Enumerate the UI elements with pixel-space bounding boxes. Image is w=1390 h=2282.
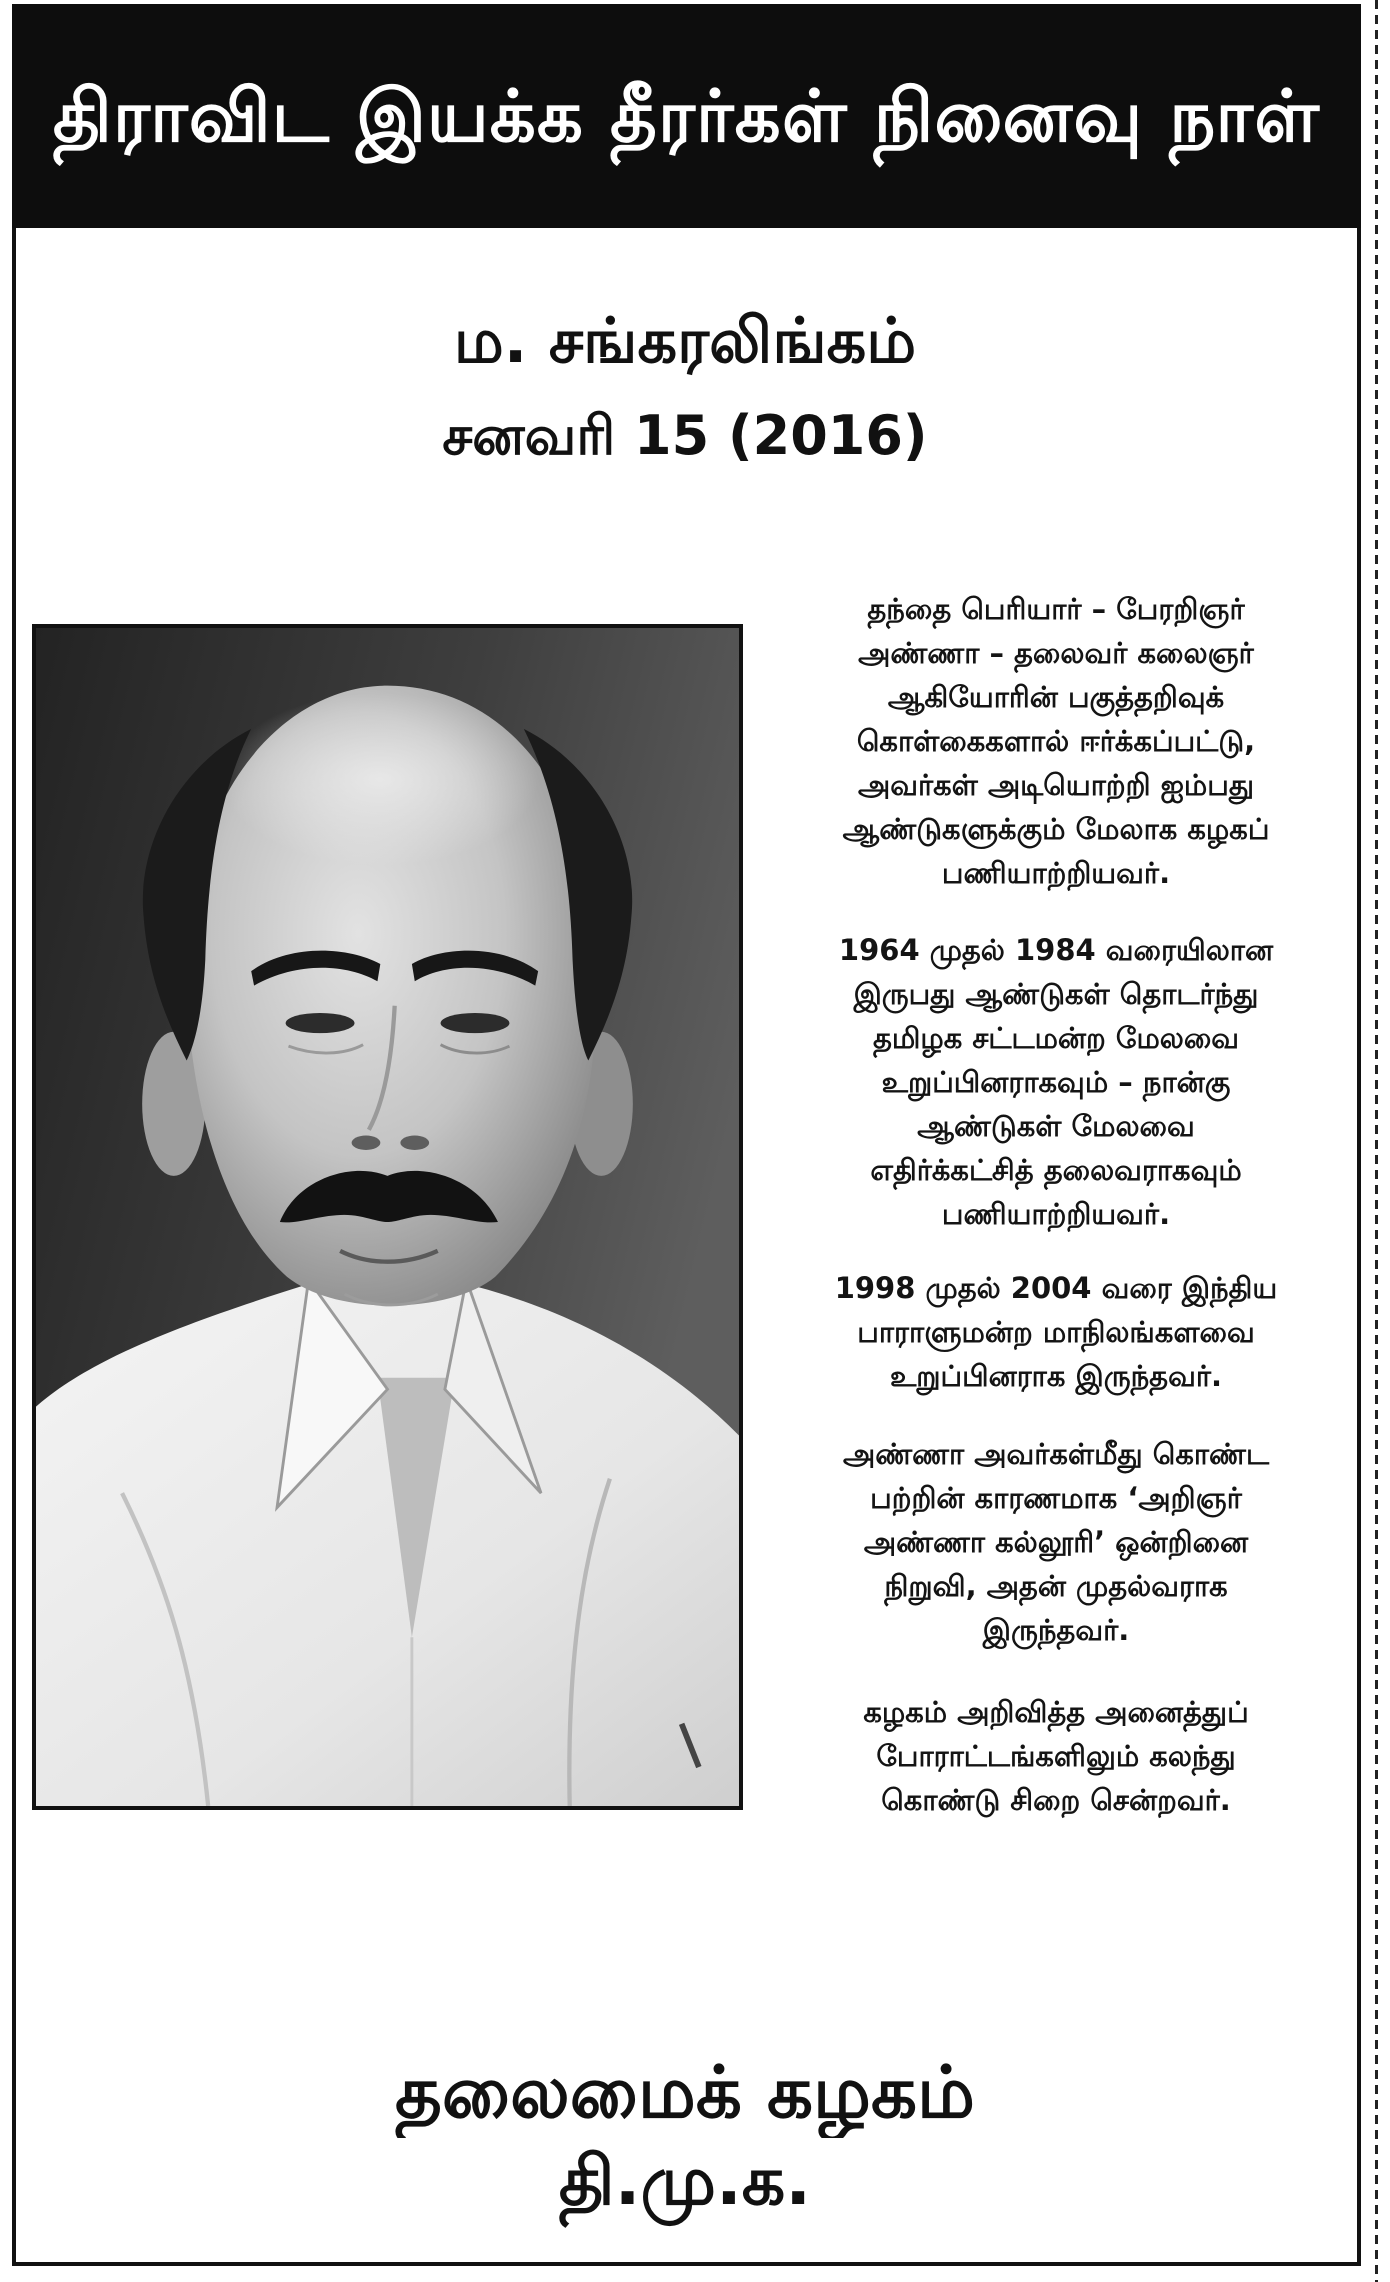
bio-line: உறுப்பினராக இருந்தவர்.: [890, 1359, 1222, 1393]
bio-line: கழகம் அறிவித்த அனைத்துப்: [863, 1695, 1249, 1729]
bio-line: பணியாற்றியவர்.: [941, 1197, 1171, 1231]
portrait-shirt: [36, 1280, 739, 1806]
bio-line: ஆகியோரின் பகுத்தறிவுக்: [887, 680, 1225, 714]
bio-line: பற்றின் காரணமாக ‘அறிஞர்: [870, 1481, 1242, 1515]
bio-line: எதிர்க்கட்சித் தலைவராகவும்: [870, 1153, 1242, 1187]
bio-line: உறுப்பினராகவும் – நான்கு: [881, 1065, 1231, 1099]
bio-line: ஆண்டுகள் மேலவை: [917, 1109, 1195, 1143]
bio-line: பாராளுமன்ற மாநிலங்களவை: [857, 1315, 1255, 1349]
header-banner: [12, 4, 1361, 228]
portrait-bald-highlight: [223, 693, 539, 866]
footer-organization: தலைமைக் கழகம்: [395, 2050, 975, 2134]
bio-line: 1998 முதல் 2004 வரை இந்திய: [834, 1271, 1278, 1305]
bio-line: போராட்டங்களிலும் கலந்து: [876, 1739, 1236, 1773]
bio-paragraph-4: [784, 1432, 1328, 1652]
footer-party-name: தி.மு.க.: [558, 2142, 812, 2221]
bio-paragraph-5: [784, 1690, 1328, 1822]
header-title: திராவிட இயக்க தீரர்கள் நினைவு நாள்: [52, 74, 1321, 158]
bio-line: 1964 முதல் 1984 வரையிலான: [838, 933, 1274, 967]
memorial-date: சனவரி 15 (2016): [442, 404, 928, 467]
bio-line: இருந்தவர்.: [982, 1613, 1130, 1647]
bio-line: அவர்கள் அடியொற்றி ஐம்பது: [858, 768, 1254, 802]
bio-line: பணியாற்றியவர்.: [941, 856, 1171, 890]
bio-paragraph-1: [784, 587, 1328, 895]
bio-paragraph-3: [784, 1266, 1328, 1398]
portrait-image: [36, 628, 739, 1806]
bio-line: தந்தை பெரியார் – பேரறிஞர்: [867, 592, 1245, 626]
bio-line: நிறுவி, அதன் முதல்வராக: [884, 1569, 1228, 1603]
portrait-photo: [32, 624, 743, 1810]
bio-paragraph-2: [784, 928, 1328, 1236]
bio-line: ஆண்டுகளுக்கும் மேலாக கழகப்: [842, 812, 1270, 846]
bio-line: கொள்கைகளால் ஈர்க்கப்பட்டு,: [856, 724, 1256, 758]
person-name: ம. சங்கரலிங்கம்: [453, 304, 917, 377]
bio-line: அண்ணா அவர்கள்மீது கொண்ட: [842, 1437, 1270, 1471]
bio-line: அண்ணா – தலைவர் கலைஞர்: [858, 636, 1254, 670]
bio-line: அண்ணா கல்லூரி’ ஒன்றினை: [863, 1525, 1249, 1559]
bio-line: தமிழக சட்டமன்ற மேலவை: [872, 1021, 1240, 1055]
bio-line: கொண்டு சிறை சென்றவர்.: [881, 1783, 1231, 1817]
dashed-cut-line: [1375, 0, 1378, 2282]
bio-line: இருபது ஆண்டுகள் தொடர்ந்து: [853, 977, 1259, 1011]
